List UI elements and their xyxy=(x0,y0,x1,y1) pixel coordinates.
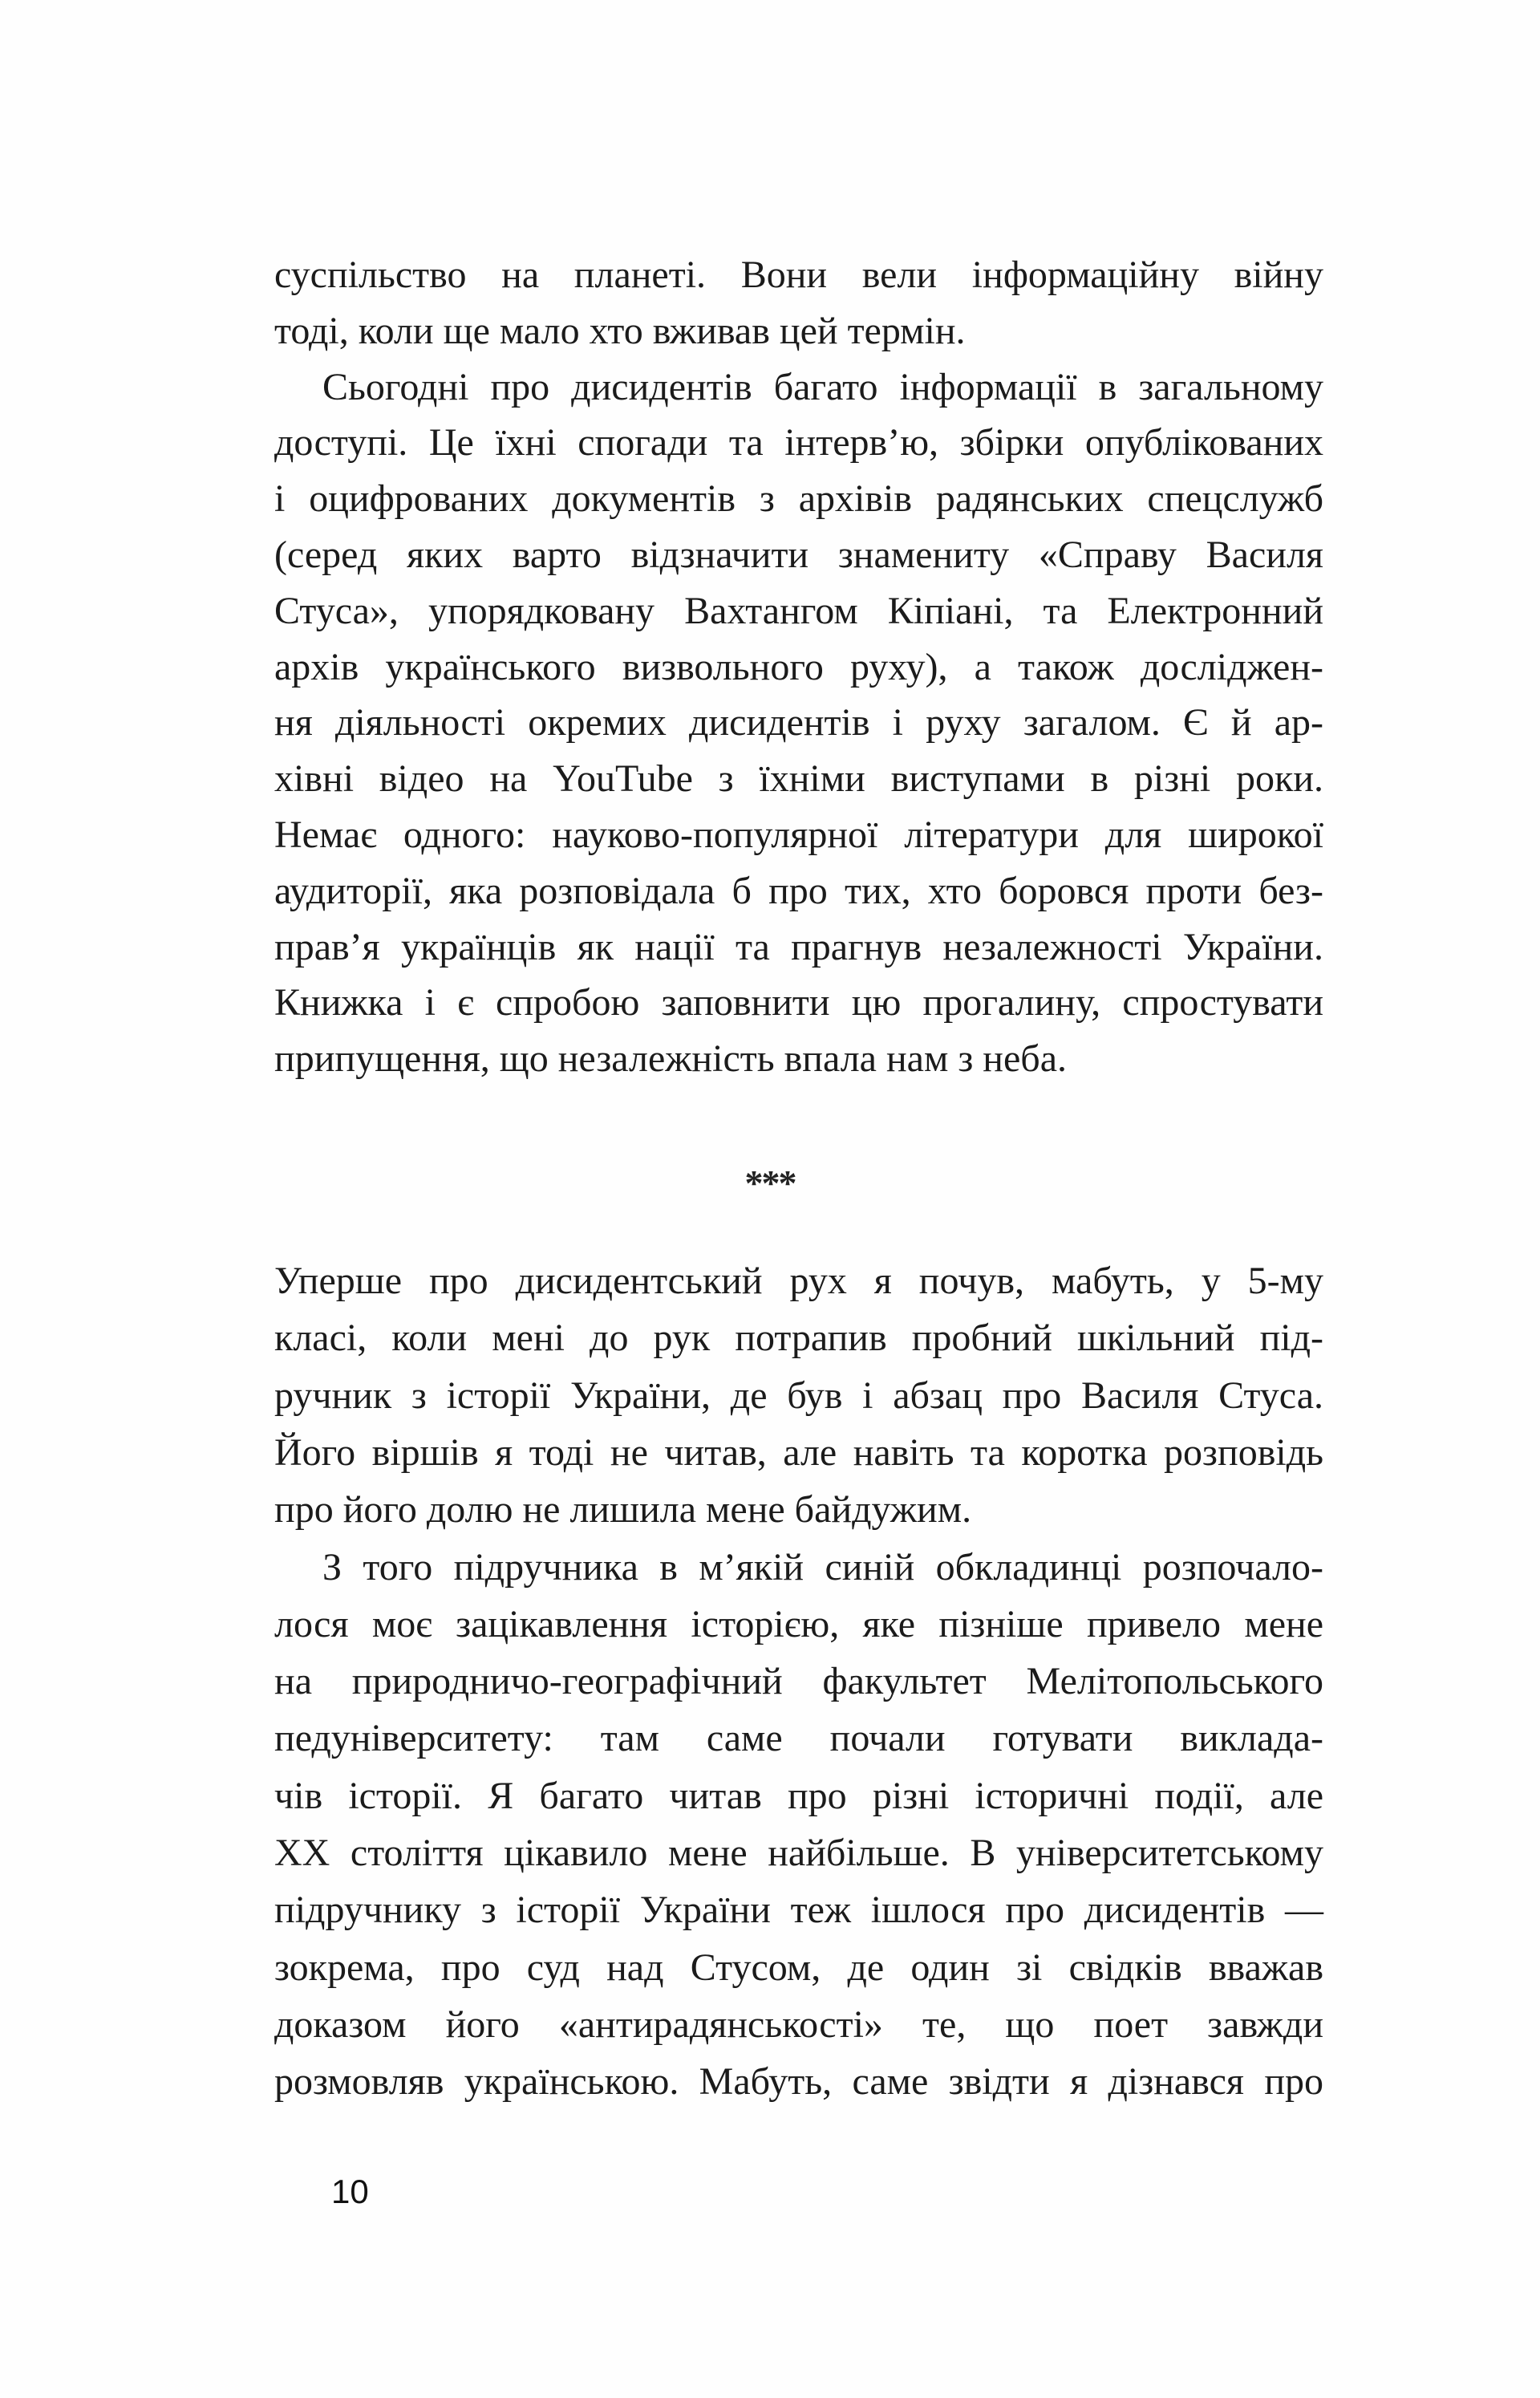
text-line: З того підручника в м’якій синій обкладинці розпочало- xyxy=(322,1545,1323,1589)
text-line: аудиторії, яка розповідала б про тих, хто боровся проти без- xyxy=(274,869,1323,912)
page-number: 10 xyxy=(331,2173,369,2210)
text-line: і оцифрованих документів з архівів радянських спецслужб xyxy=(274,477,1323,521)
text-line: Немає одного: науково-популярної літератури для широкої xyxy=(274,814,1323,856)
text-line: архів українського визвольного руху), а також досліджен- xyxy=(274,645,1323,688)
text-line: Книжка і є спробою заповнити цю прогалину, спростувати xyxy=(274,981,1323,1025)
text-line: розмовляв українською. Мабуть, саме звідти я дізнався про xyxy=(274,2060,1323,2104)
text-line: на природничо-географічний факультет Мелітопольського xyxy=(274,1660,1323,1703)
text-line: доказом його «антирадянськості» те, що поет завжди xyxy=(274,2002,1323,2046)
text-line: педуніверситету: там саме почали готувати виклада- xyxy=(274,1717,1323,1760)
text-line: припущення, що незалежність впала нам з неба. xyxy=(274,1037,1068,1081)
text-line: Уперше про дисидентський рух я почув, мабуть, у 5-му xyxy=(274,1260,1323,1302)
text-line: лося моє зацікавлення історією, яке пізніше привело мене xyxy=(274,1602,1323,1645)
text-line: чів історії. Я багато читав про різні історичні події, але xyxy=(274,1774,1323,1817)
text-line: Його віршів я тоді не читав, але навіть та коротка розповідь xyxy=(274,1430,1323,1474)
text-line: зокрема, про суд над Стусом, де один зі свідків вважав xyxy=(274,1946,1323,1989)
text-line: суспільство на планеті. Вони вели інформаційну війну xyxy=(274,254,1323,296)
text-line: (серед яких варто відзначити знамениту «Справу Василя xyxy=(274,534,1323,576)
text-line: тоді, коли ще мало хто вживав цей термін. xyxy=(274,309,966,352)
text-line: Стуса», упорядковану Вахтангом Кіпіані, та Електронний xyxy=(274,589,1323,632)
text-line: ня діяльності окремих дисидентів і руху загалом. Є й ар- xyxy=(274,701,1323,745)
text-line: прав’я українців як нації та прагнув незалежності України. xyxy=(274,925,1323,968)
text-line: про його долю не лишила мене байдужим. xyxy=(274,1488,972,1532)
text-line: Сьогодні про дисидентів багато інформації в загальному xyxy=(322,365,1323,408)
text-line: хівні відео на YouTube з їхніми виступами в різні роки. xyxy=(274,757,1323,801)
text-line: XX століття цікавило мене найбільше. В університетському xyxy=(274,1832,1323,1874)
text-line: підручнику з історії України теж ішлося про дисидентів — xyxy=(274,1889,1323,1932)
text-line: доступі. Це їхні спогади та інтерв’ю, збірки опублікованих xyxy=(274,421,1323,465)
section-separator: *** xyxy=(744,1162,796,1203)
text-line: ручник з історії України, де був і абзац про Василя Стуса. xyxy=(274,1373,1323,1417)
text-line: класі, коли мені до рук потрапив пробний шкільний під- xyxy=(274,1317,1323,1360)
